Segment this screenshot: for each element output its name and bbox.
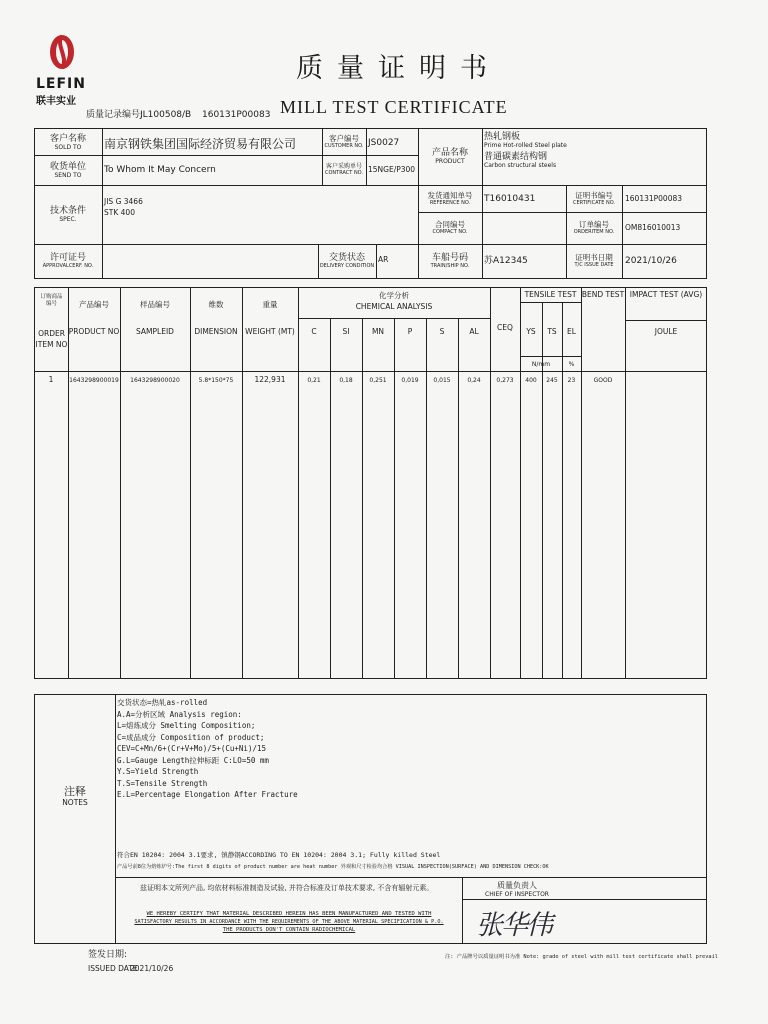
logo-mark-icon: [42, 30, 82, 74]
send-to-value: To Whom It May Concern: [104, 165, 216, 175]
th-dimension-cn: 维数: [208, 300, 224, 309]
th-tensile-unit: N/mm: [531, 361, 551, 368]
inspector-en: CHIEF OF INSPECTOR: [485, 891, 549, 898]
certificate-no-value: 160131P00083: [625, 194, 683, 203]
record-cert: 160131P00083: [202, 110, 271, 120]
cell-ceq: 0,273: [496, 377, 514, 384]
note-line: 交货状态=热轧as-rolled: [117, 698, 208, 707]
issue-date-cn: 证明书日期: [575, 253, 613, 262]
train-en: TRAIN/SHIP NO.: [430, 263, 470, 269]
train-cn: 车船号码: [431, 253, 468, 263]
certify-en-2: SATISFACTORY RESULTS IN ACCORDANCE WITH THE REQUIREMENTS OF THE ABOVE MATERIAL SPECIFICATION & P.O.: [134, 919, 444, 925]
logo-cn: 联丰实业: [36, 96, 76, 107]
reference-no-value: T16010431: [484, 194, 536, 204]
cell-si: 0,18: [339, 377, 353, 384]
th-impact-unit: JOULE: [654, 327, 678, 336]
reference-no-en: REFERENCE NO.: [429, 199, 471, 206]
th-sample-en: SAMPLEID: [136, 327, 174, 336]
sold-to-en: SOLD TO: [54, 143, 82, 151]
issued-label-cn: 签发日期:: [88, 950, 128, 960]
cell-ts: 245: [546, 377, 558, 384]
note-product: 产品号前8位为熔炼炉号:The first 8 digits of product number are heat number 外观和尺寸检验均合格 VISUAL INSPECTION(SURFACE) AND DIMENSION CHECK:OK: [117, 864, 549, 870]
order-item-value: OM816010013: [625, 223, 681, 232]
product-value-2: Prime Hot-rolled Steel plate: [484, 142, 567, 149]
table-row: [34, 373, 707, 387]
order-item-en: ORDERITEM NO.: [573, 228, 615, 235]
delivery-cn: 交货状态: [328, 253, 365, 263]
th-element-al: AL: [469, 327, 479, 336]
th-ceq: CEQ: [497, 323, 513, 332]
customer-no-value: JS0027: [368, 138, 400, 148]
cell-dimension: 5.8*150*75: [198, 377, 234, 384]
spec-cn: 技术条件: [49, 206, 86, 216]
inspector-signature: 张华伟: [476, 910, 551, 941]
cell-bend: GOOD: [593, 377, 613, 384]
certificate-no-en: CERTIFICATE NO.: [572, 199, 616, 206]
note-line: G.L=Gauge Length拉伸标距 C:LO=50 mm: [117, 755, 269, 765]
certificate-no-cn: 证明书编号: [575, 190, 613, 200]
th-chem-cn: 化学分析: [379, 291, 409, 300]
th-element-si: SI: [342, 327, 350, 336]
notes-list: [117, 697, 417, 801]
cell-p: 0,019: [401, 377, 419, 384]
product-en: PRODUCT: [435, 158, 465, 165]
th-element-mn: MN: [371, 327, 385, 336]
record-label: 质量记录编号:: [86, 110, 144, 120]
th-element-c: C: [311, 327, 317, 336]
issued-label-en: ISSUED DATE: [88, 964, 138, 973]
cell-ys: 400: [525, 377, 537, 384]
product-value-4: Carbon structural steels: [484, 162, 557, 169]
note-line: Y.S=Yield Strength: [117, 767, 199, 776]
train-value: 苏A12345: [484, 256, 528, 266]
spec-value-1: JIS G 3466: [104, 197, 143, 206]
th-element-s: S: [439, 327, 445, 336]
th-dimension-en: DIMENSION: [194, 327, 238, 336]
sold-to-value: 南京钢铁集团国际经济贸易有限公司: [104, 137, 297, 151]
product-cn: 产品名称: [431, 148, 468, 158]
th-order-en: ORDER ITEM NO: [35, 329, 68, 349]
inspector-cn: 质量负责人: [497, 881, 537, 890]
th-tensile-unit-pct: %: [568, 361, 575, 368]
cell-c: 0,21: [307, 377, 321, 384]
note-en10204: 符合EN 10204: 2004 3.1要求, 镇静钢ACCORDING TO EN 10204: 2004 3.1; Fully killed Steel: [117, 851, 441, 859]
th-ys: YS: [526, 327, 536, 336]
cell-mn: 0,251: [369, 377, 387, 384]
logo-text: LEFIN: [36, 76, 86, 92]
sold-to-cn: 客户名称: [49, 133, 86, 144]
th-el: EL: [567, 327, 576, 336]
th-product-no-en: PRODUCT NO: [68, 327, 120, 336]
note-line: T.S=Tensile Strength: [117, 778, 208, 788]
customer-no-en: CUSTOMER NO.: [324, 142, 364, 149]
th-order-cn-2: 编号: [45, 301, 57, 307]
approval-cn: 许可证号: [49, 253, 86, 263]
product-value-3: 普通碳素结构钢: [484, 152, 548, 162]
spec-en: SPEC.: [59, 216, 77, 223]
th-impact: IMPACT TEST (AVG): [629, 290, 703, 299]
note-line: E.L=Percentage Elongation After Fracture: [117, 790, 298, 799]
cell-s: 0,015: [433, 377, 451, 384]
note-line: CEV=C+Mn/6+(Cr+V+Mo)/5+(Cu+Ni)/15: [117, 744, 267, 753]
send-to-cn: 收货单位: [49, 161, 86, 172]
cell-sample: 1643298900020: [130, 377, 180, 384]
cell-el: 23: [567, 377, 576, 384]
footer-note: 注: 产品牌号以质量证明书为准 Note: grade of steel with mill test certificate shall prevail: [445, 954, 718, 960]
note-line: C=成品成分 Composition of product;: [117, 732, 265, 742]
title-en: MILL TEST CERTIFICATE: [280, 97, 508, 117]
delivery-value: AR: [378, 255, 389, 264]
record-no: JL100508/B: [140, 110, 192, 120]
th-bend: BEND TEST: [581, 290, 625, 299]
cell-weight: 122,931: [254, 375, 286, 384]
company-logo: [36, 30, 88, 114]
data-table: [34, 287, 707, 679]
spec-value-2: STK 400: [104, 208, 135, 217]
contract-no-cn: 客户采购单号: [325, 163, 362, 170]
cell-item: 1: [48, 375, 54, 384]
product-value-1: 热轧钢板: [484, 132, 521, 142]
delivery-en: DELIVERY CONDITION: [319, 263, 375, 269]
th-chem-en: CHEMICAL ANALYSIS: [355, 302, 433, 311]
reference-no-cn: 发货通知单号: [427, 190, 473, 200]
customer-no-cn: 客户编号: [329, 133, 359, 143]
certify-en-3: THE PRODUCTS DON'T CONTAIN RADIOCHEMICAL: [222, 927, 356, 933]
note-line: L=熔炼成分 Smelting Composition;: [117, 721, 256, 730]
cell-product-no: 1643298900019: [69, 377, 119, 384]
th-element-p: P: [407, 327, 413, 336]
th-order-cn-1: 订购商品: [40, 294, 63, 300]
th-weight-en: WEIGHT (MT): [245, 327, 295, 336]
note-line: A.A=分析区域 Analysis region:: [117, 709, 242, 719]
cell-al: 0,24: [467, 377, 481, 384]
compact-no-cn: 合同编号: [435, 219, 465, 229]
issue-date-en: T/C ISSUE DATE: [574, 262, 614, 268]
th-sample-cn: 样品编号: [140, 300, 170, 309]
th-tensile: TENSILE TEST: [524, 290, 577, 299]
th-ts: TS: [547, 327, 557, 336]
contract-no-value: 15NGE/P300: [368, 165, 416, 174]
notes-label-cn: 注释: [64, 785, 86, 798]
certify-cn: 兹证明本文所列产品, 均依材料标准制造及试验, 并符合标准及订单技术要求, 不含有辐射元素。: [140, 884, 434, 892]
issue-date-value: 2021/10/26: [625, 256, 677, 266]
certify-en-1: WE HEREBY CERTIFY THAT MATERIAL DESCRIBED HEREIN HAS BEEN MANUFACTURED AND TESTED WITH: [146, 911, 432, 917]
contract-no-en: CONTRACT NO.: [324, 170, 364, 176]
send-to-en: SEND TO: [54, 171, 82, 179]
th-weight-cn: 重量: [262, 300, 278, 309]
compact-no-en: COMPACT NO.: [432, 228, 468, 235]
order-item-cn: 订单编号: [579, 219, 609, 229]
notes-label-en: NOTES: [62, 798, 88, 807]
issued-date: 2021/10/26: [130, 964, 174, 973]
title-cn: 质量证明书: [296, 53, 501, 84]
approval-en: APPROVALCERF. NO.: [42, 263, 94, 269]
th-product-no-cn: 产品编号: [79, 300, 109, 309]
